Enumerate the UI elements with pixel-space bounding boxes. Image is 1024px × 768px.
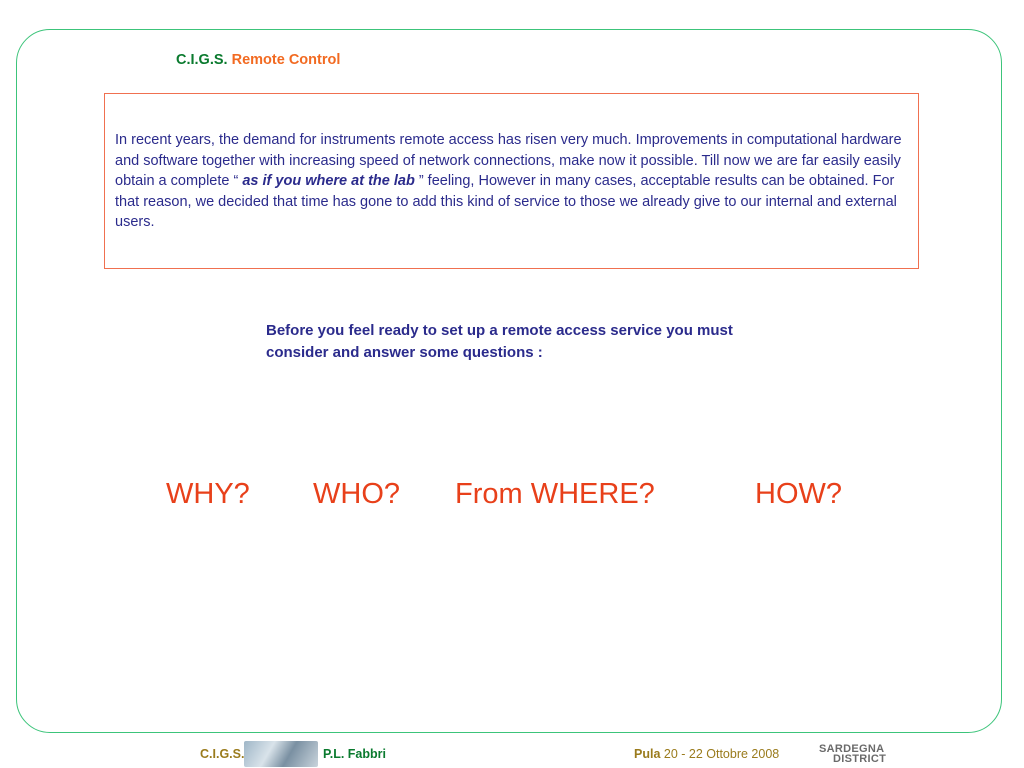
footer-location-dates (634, 747, 779, 761)
question-why: WHY? (166, 478, 250, 510)
footer-author: P.L. Fabbri (323, 747, 386, 761)
question-lead: Before you feel ready to set up a remote access service you must consider and answer some questions : (266, 322, 733, 361)
footer-dates: 20 - 22 Ottobre 2008 (660, 747, 780, 761)
logo-line2: DISTRICT (833, 753, 887, 765)
question-from-where: From WHERE? (455, 478, 655, 510)
title-subtitle: Remote Control (231, 52, 341, 68)
title-org: C.I.G.S. (176, 52, 228, 68)
intro-paragraph (115, 130, 910, 233)
intro-text-after: ” feeling, However in many cases, acceptable results can be obtained. For that reason, we decided that time has gone to add this kind of service to those we already give to our internal and external users. (115, 173, 897, 230)
footer (0, 740, 1024, 768)
intro-box (104, 93, 919, 269)
intro-emphasis: as if you where at the lab (242, 173, 415, 189)
intro-text-before: In recent years, the demand for instruments remote access has risen very much. Improvements in computational hardware and software together with increasing speed of network connections, make now it possible. Till now we are far easily easily obtain a complete “ (115, 132, 902, 189)
question-who: WHO? (313, 478, 400, 510)
questions-row (0, 478, 1024, 522)
logo-line1: SARDEGNA (819, 743, 885, 755)
question-how: HOW? (755, 478, 842, 510)
footer-org: C.I.G.S. (200, 747, 245, 761)
footer-place: Pula (634, 747, 661, 761)
footer-instrument-image (244, 741, 318, 767)
slide-title (176, 52, 340, 68)
sardegna-district-logo (819, 744, 886, 764)
